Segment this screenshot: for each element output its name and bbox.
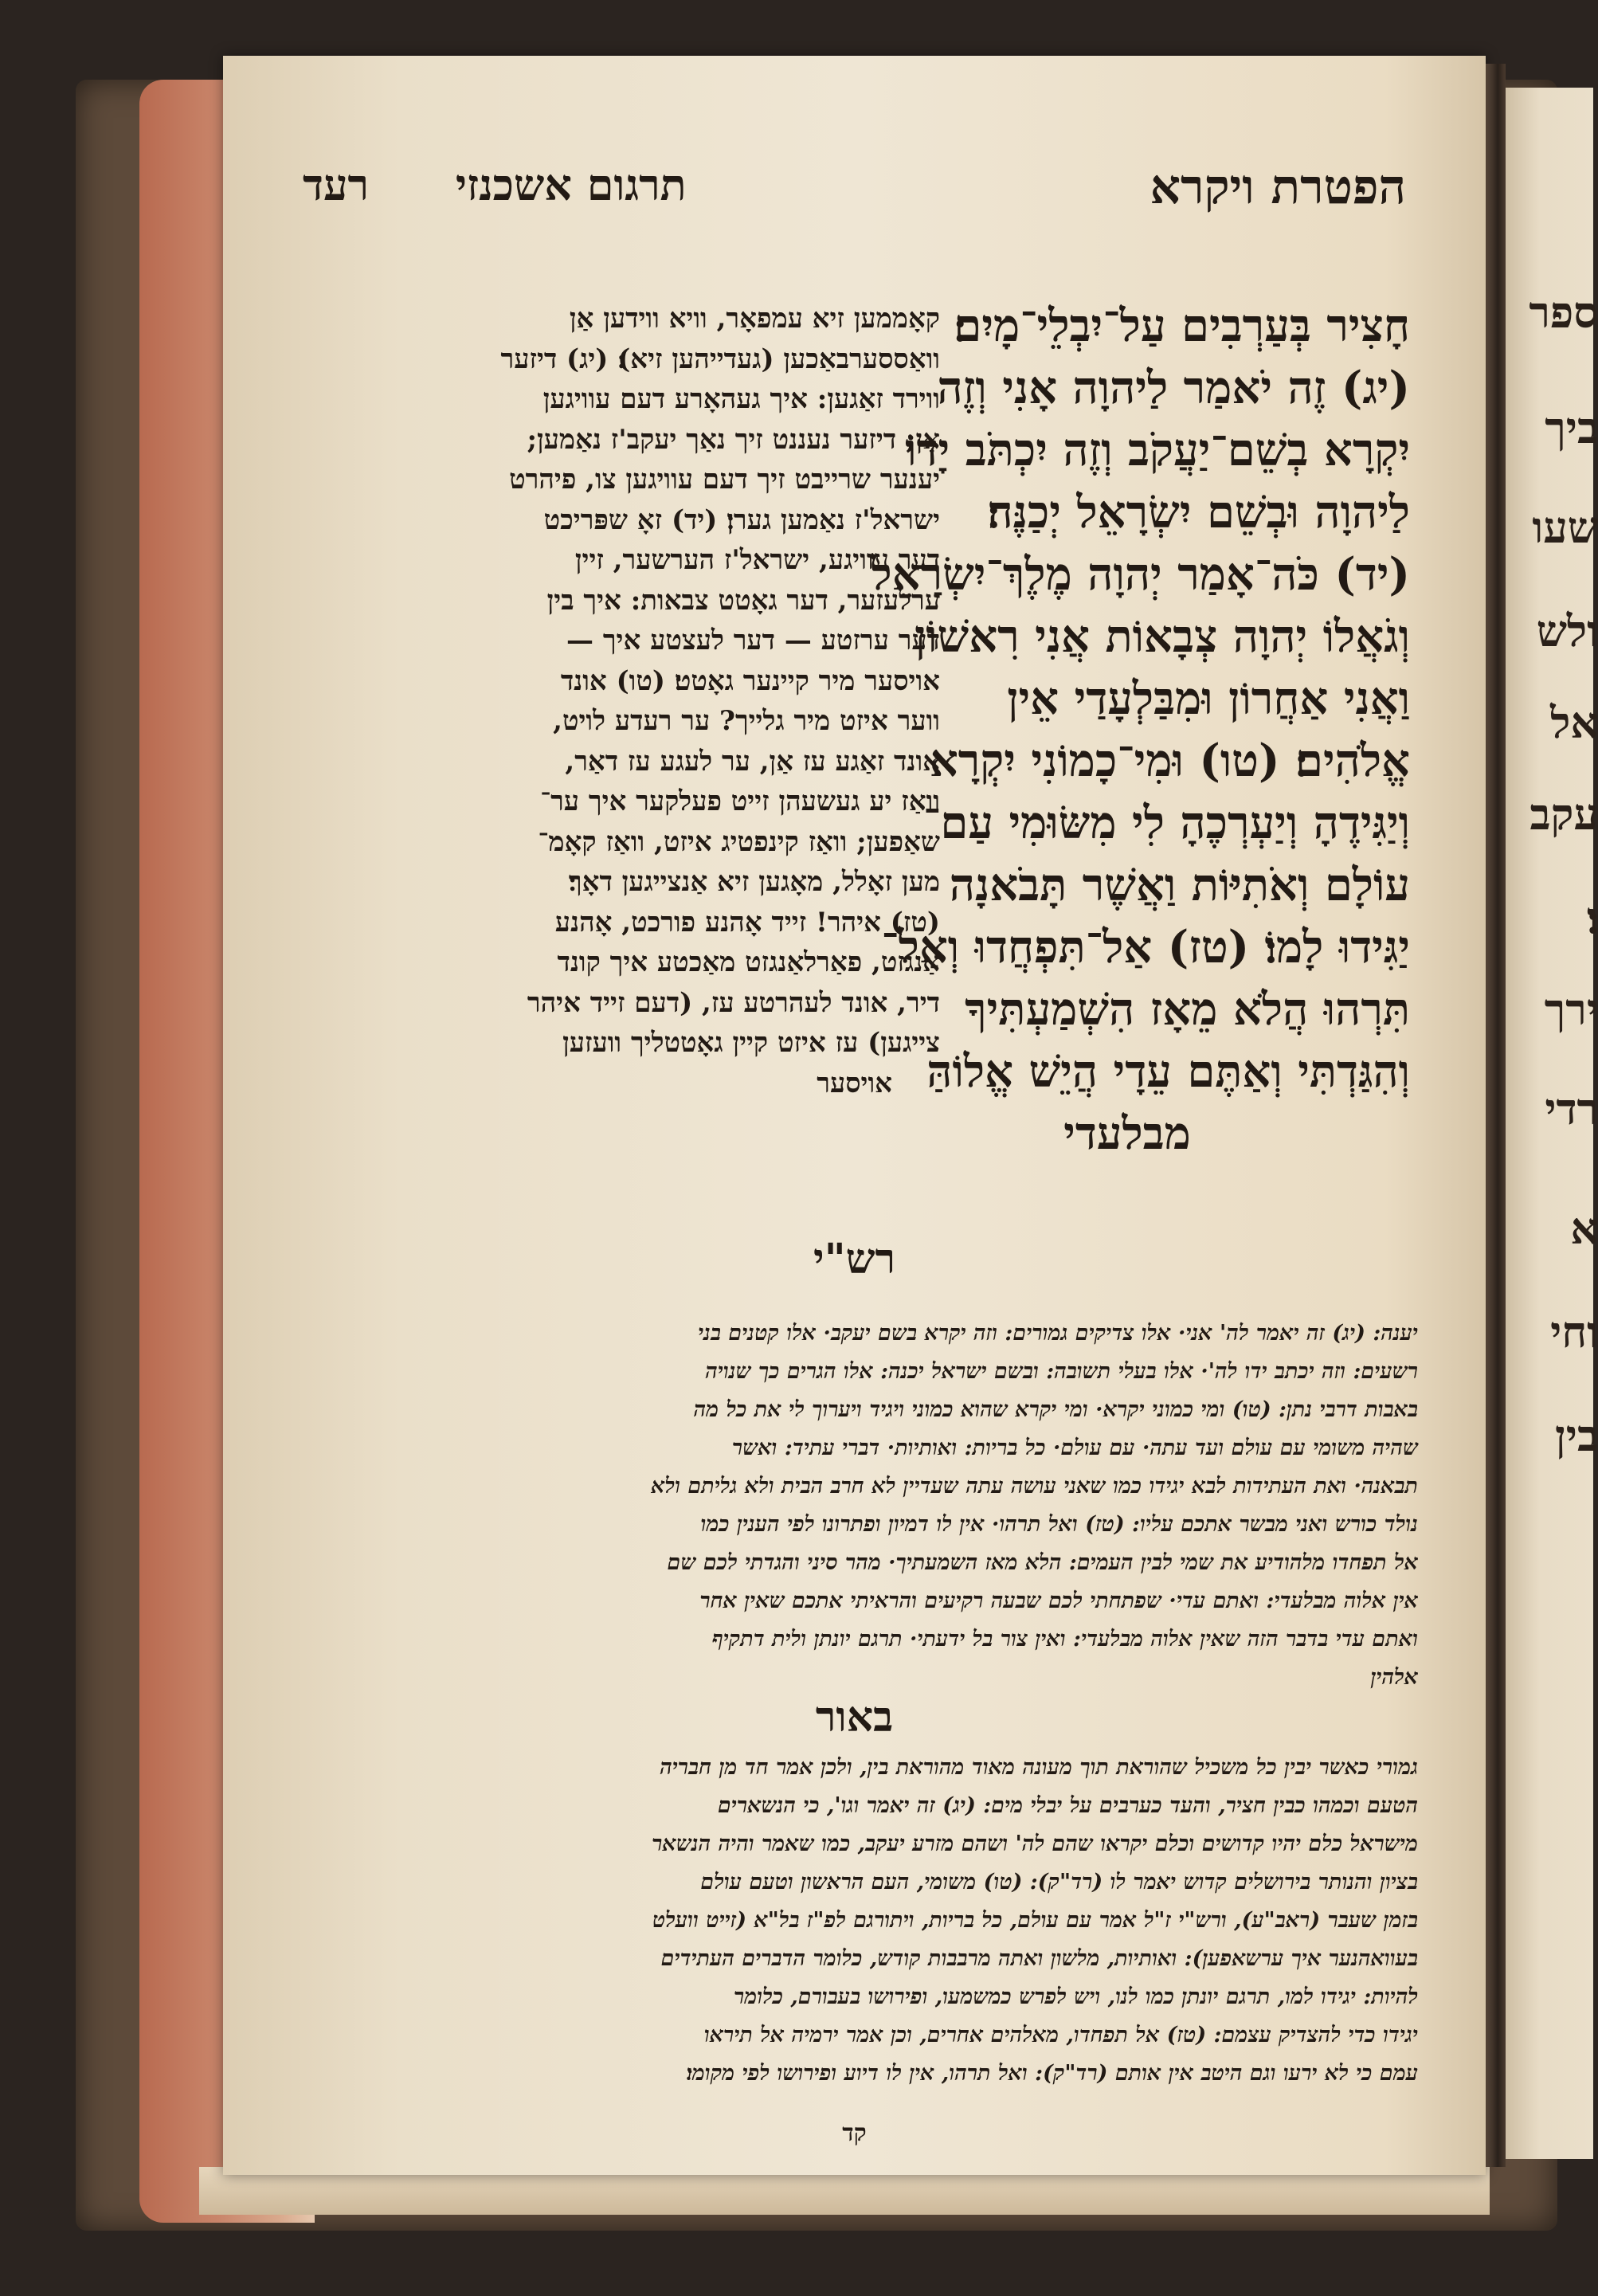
- biur-text-line: בציון והנותר בירושלים קדוש יאמר לו (רד"ק): (טו) משומי, העם הראשון וטעם עולם: [700, 1870, 1418, 1894]
- yiddish-text-line: מען זאָלל, מאָגען זיא אַנצייגען דאָך׃: [568, 866, 940, 898]
- yiddish-text-line: שאַפען; וואַז קינפטיג איזט, וואַז קאָמ־: [538, 825, 940, 858]
- facing-page-fragment: ירך: [1544, 984, 1598, 1035]
- rashi-text-line: יענה: (יג) זה יאמר לה' אני· אלו צדיקים גמורים: וזה יקרא בשם יעקב· אלו קטנים בני: [698, 1321, 1418, 1346]
- facing-page-fragment: עקב: [1529, 789, 1598, 840]
- hebrew-text-line: (יג) זֶה יֹאמַר לַיהוָה אָנִי וְזֶה: [937, 362, 1410, 414]
- running-head-translation: [303, 159, 687, 210]
- biur-text-line: בעוואהנער איך ערשאפען): ואותיות, מלשון ואתה מרבבות קודש, כלומר הדברים העתידים: [660, 1946, 1418, 1971]
- biur-text-line: להיות: יגידו למו, תרגם יונתן כמו לנו, ויש לפרש כמשמעו, ופירושו בעבורם, כלומר: [733, 1985, 1418, 2009]
- rashi-text-line: אל תפחדו מלהודיע את שמי לבין העמים: הלא מאז השמעתיך· מהר סיני והגדתי לכם שם: [667, 1550, 1418, 1575]
- yiddish-text-line: אַנגזט, פאַרלאַנגזט מאַכטע איך קונד: [557, 946, 940, 978]
- hebrew-text-line: תִּרְהוּ הֲלֹא מֵאָז הִשְׁמַעְתִּיךָ: [965, 983, 1410, 1036]
- hebrew-text-line: יַגִּידוּ לָמוֹ׃ (טז) אַל־תִּפְחֲדוּ וְאַל־: [881, 921, 1410, 974]
- rashi-text-line: ואתם עדי בדבר הזה שאין אלוה מבלעדי: ואין צור בל ידעתי· תרגם יונתן ולית דתקיף: [711, 1627, 1418, 1651]
- biur-heading: באור: [815, 1693, 894, 1742]
- yiddish-text-line: אויסער: [817, 1067, 892, 1099]
- yiddish-text-line: דער עוויגע, ישראל'ז הערשער, זיין: [574, 544, 940, 576]
- biur-text-line: גמורי כאשר יבין כל משכיל שהוראת תוך מעונה מאוד מהוראת בין, ולכן אמר חד מן חבריה: [660, 1755, 1418, 1780]
- facing-page-fragment: רדי: [1545, 1083, 1598, 1134]
- facing-page-fragment: ביך: [1545, 402, 1598, 453]
- facing-page-fragment: א: [1570, 1203, 1598, 1254]
- yiddish-text-line: ווער איזט מיר גלייך? ער רעדע לויט,: [553, 705, 940, 737]
- yiddish-text-line: אַן; דיזער נעננט זיך נאַך יעקב'ז נאַמען;: [527, 423, 940, 456]
- book-gutter: [1486, 64, 1506, 2167]
- running-head-title: הפטרת ויקרא: [1150, 159, 1406, 215]
- hebrew-text-line: יִקְרָא בְשֵׁם־יַעֲקֹב וְזֶה יִכְתֹּב יָדוֹ: [905, 424, 1410, 476]
- facing-page: [1504, 88, 1598, 2159]
- signature-mark: קד: [842, 2119, 867, 2147]
- rashi-text-line: שהיה משומי עם עולם ועד עתה· עם עולם· כל בריות: ואותיות· דברי עתיד: ואשר: [731, 1436, 1418, 1460]
- hebrew-text-line: וַאֲנִי אַחֲרוֹן וּמִבַּלְעָדַי אֵין: [1007, 672, 1410, 725]
- yiddish-translation-column: [311, 299, 940, 1103]
- rashi-text-line: אין אלוה מבלעדי: ואתם עדי· שפתחתי לכם שבעה רקיעים והראיתי אתכם שאין אחר: [699, 1589, 1418, 1613]
- facing-page-fragment: בין: [1555, 1410, 1598, 1461]
- rashi-text-line: תבאנה· ואת העתידות לבא יגידו כמו שאני עושה עתה שעדיין לא חרב הבית ולא גליתם ולא: [651, 1474, 1418, 1499]
- yiddish-text-line: אויסער מיר קיינער גאָטט׃ (טו) אונד: [560, 664, 940, 697]
- yiddish-text-line: קאָממען זיא עמפאָר, וויא ווידען אַן: [569, 303, 940, 335]
- facing-page-fragment: וחי: [1550, 1307, 1598, 1358]
- yiddish-text-line: ווירד זאַגען: איך געהאָרע דעם עוויגען: [542, 383, 940, 415]
- hebrew-text-line: (יד) כֹּה־אָמַר יְהוָה מֶלֶךְ־יִשְׂרָאֵל: [871, 548, 1410, 601]
- biur-text-line: עמם כי לא ירעו וגם היטב אין אותם (רד"ק): ואל תרהו, אין לו דיוע ופירושו לפי מקומו׃: [686, 2061, 1418, 2086]
- facing-page-fragment: ספר: [1529, 287, 1598, 338]
- yiddish-text-line: (טז) איהר! זייד אָהנע פורכט, אָהנע: [554, 906, 940, 938]
- yiddish-text-line: ישראל'ז נאַמען גערן׃ (יד) זאָ שפּריכט: [543, 503, 940, 536]
- biur-commentary: [303, 1749, 1418, 2093]
- rashi-commentary: [303, 1315, 1418, 1697]
- hebrew-text-line: לַיהוָה וּבְשֵׁם יִשְׂרָאֵל יְכַנֶּה׃: [987, 486, 1410, 539]
- yiddish-text-line: וואַססערבאַכען (געדייהען זיא)׃ (יג) דיזער: [500, 343, 940, 375]
- biur-text-line: מישראל כלם יהיו קדושים וכלם יקראו שהם לה' ושהם מזרע יעקב, כמו שאמר והיה הנשאר: [652, 1832, 1418, 1856]
- hebrew-text-line: וְיַגִּידֶהָ וְיַעְרְכֶהָ לִי מִשּׂוּמִי עַם־: [922, 797, 1410, 849]
- biur-text-line: יגידו כדי להצדיק עצמם: (טז) אל תפחדו, מאלהים אחרים, וכן אמר ירמיה אל תיראו: [703, 2023, 1418, 2047]
- rashi-text-line: באבות דרבי נתן: (טו) ומי כמוני יקרא· ומי יקרא שהוא כמוני ויגיד ויערוך לי את כל מה: [693, 1397, 1418, 1422]
- yiddish-text-line: ערלעזער, דער גאָטט צבאות: איך בין: [546, 584, 940, 617]
- book-page: [223, 56, 1486, 2175]
- biur-text-line: הטעם וכמהו כבין חציר, והעד כערבים על יבלי מים: (יג) זה יאמר וגו', כי הנשארים: [717, 1793, 1418, 1818]
- hebrew-text-line: חָצִיר בְּעַרְבִים עַל־יִבְלֵי־מָיִם׃: [954, 300, 1410, 352]
- yiddish-text-line: יענער שרייבט זיך דעם עוויגען צו, פיהרט: [509, 464, 940, 496]
- hebrew-text-line: וְגֹאֲלוֹ יְהוָה צְבָאוֹת אֲנִי רִאשׁוֹן: [914, 610, 1410, 663]
- hebrew-text-line: אֱלֹהִים׃ (טו) וּמִי־כָמוֹנִי יִקְרָא: [929, 735, 1410, 787]
- yiddish-text-line: צייגען) עז איזט קיין גאָטטליך וועזען: [562, 1027, 940, 1059]
- facing-page-fragment: אל: [1550, 697, 1598, 748]
- facing-page-fragment: שעו: [1532, 502, 1598, 553]
- facing-page-fragment: ו׃: [1587, 892, 1598, 943]
- yiddish-text-line: דער ערזטע — דער לעצטע איך —: [566, 625, 940, 656]
- yiddish-text-line: וואַז יע געשעהן זייט פעלקער איך ער־: [540, 786, 940, 817]
- running-head-translation-label: תרגום אשכנזי: [455, 159, 687, 210]
- biur-text-line: בזמן שעבר (ראב"ע), ורש"י ז"ל אמר עם עולם, כל בריות, ויתורגם לפ"ז בל"א (זייט וועלט: [652, 1908, 1418, 1933]
- hebrew-text-line: מבלעדי: [1063, 1107, 1191, 1160]
- hebrew-column: [871, 295, 1410, 1165]
- rashi-heading: רש"י: [813, 1235, 896, 1283]
- facing-page-fragment: ולש: [1536, 605, 1598, 656]
- hebrew-text-line: עוֹלָם וְאֹתִיּוֹת וַאֲשֶׁר תָּבֹאנָה: [949, 859, 1410, 911]
- rashi-text-line: נולד כורש ואני מבשר אתכם עליו: (טז) ואל תרהו· אין לו דמיון ופתרונו לפי הענין כמו: [700, 1512, 1418, 1537]
- rashi-text-line: אלהין: [1370, 1665, 1418, 1690]
- rashi-text-line: רשעים: וזה יכתב ידו לה'· אלו בעלי תשובה: ובשם ישראל יכנה: אלו הגרים כך שנויה: [705, 1359, 1418, 1384]
- page-folio: רעד: [303, 159, 370, 210]
- yiddish-text-line: אונד זאַגע עז אַן, ער לעגע עז דאַר,: [565, 745, 940, 778]
- hebrew-text-line: וְהִגַּדְתִּי וְאַתֶּם עֵדָי הֲיֵשׁ אֱלוֹהַּ: [926, 1045, 1410, 1098]
- yiddish-text-line: דיר, אונד לעהרטע עז, (דעם זייד איהר: [527, 986, 940, 1019]
